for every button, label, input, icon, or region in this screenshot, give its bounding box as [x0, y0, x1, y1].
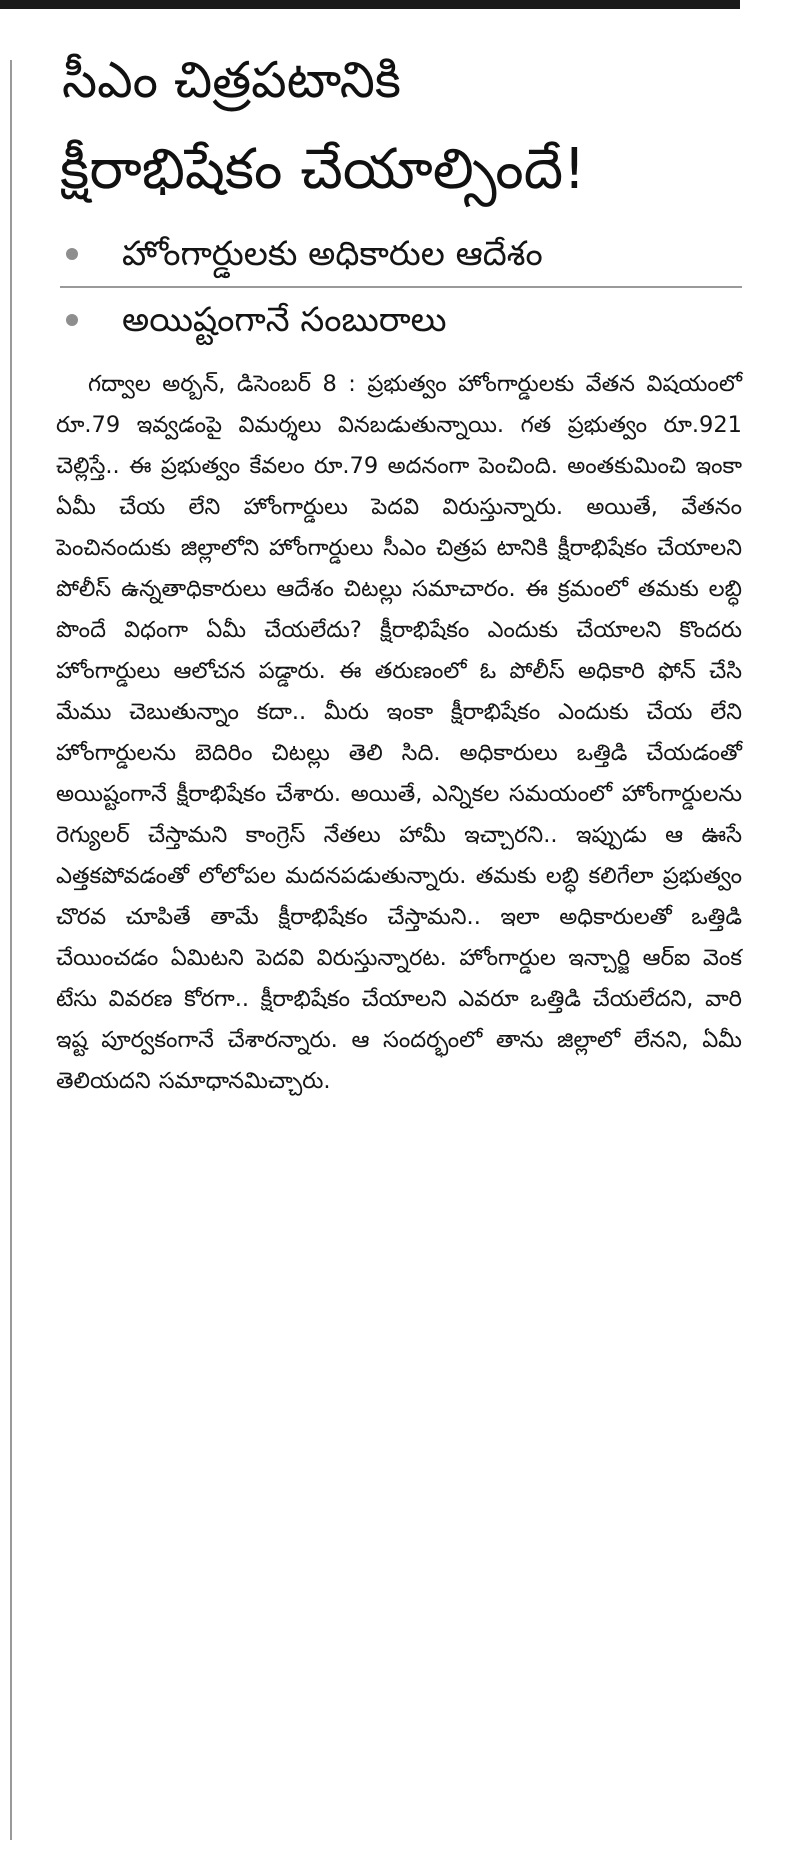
left-column-rule [10, 60, 12, 1840]
bullet-dot-icon [66, 314, 78, 326]
subheading-text: అయిష్టంగానే సంబురాలు [122, 300, 447, 340]
subheading-item [30, 222, 742, 286]
top-border-bar [0, 0, 740, 9]
subheadings [30, 222, 742, 352]
headline-line-1: సీఎం చిత్రపటానికి [62, 51, 401, 109]
news-article [30, 38, 742, 1125]
subheading-item [30, 288, 742, 352]
subheading-text: హోంగార్డులకు అధికారుల ఆదేశం [122, 234, 543, 274]
headline [30, 38, 742, 218]
bullet-dot-icon [66, 248, 78, 260]
headline-line-2: క్షీరాభిషేకం చేయాల్సిందే! [60, 137, 586, 202]
article-body: గద్వాల అర్బన్, డిసెంబర్ 8 : ప్రభుత్వం హోంగార్డులకు వేతన విషయంలో రూ.79 ఇవ్వడంపై విమర్శలు వినబడుతున్నాయి. గత ప్రభుత్వం రూ.921 చెల్లిస్తే.. ఈ ప్రభుత్వం కేవలం రూ.79 అదనంగా పెంచింది. అంతకుమించి ఇంకా ఏమీ చేయ లేని హోంగార్డులు పెదవి విరుస్తున్నారు. అయితే, వేతనం పెంచినందుకు జిల్లాలోని హోంగార్డులు సీఎం చిత్రప టానికి క్షీరాభిషేకం చేయాలని పోలీస్ ఉన్నతాధికారులు ఆదేశం చిటల్లు సమాచారం. ఈ క్రమంలో తమకు లబ్ధి పొందే విధంగా ఏమీ చేయలేదు? క్షీరాభిషేకం ఎందుకు చేయాలని కొందరు హోంగార్డులు ఆలోచన పడ్డారు. ఈ తరుణంలో ఓ పోలీస్ అధికారి ఫోన్ చేసి మేము చెబుతున్నాం కదా.. మీరు ఇంకా క్షీరాభిషేకం ఎందుకు చేయ లేని హోంగార్డులను బెదిరిం చిటల్లు తెలి సిది. అధికారులు ఒత్తిడి చేయడంతో అయిష్టంగానే క్షీరాభిషేకం చేశారు. అయితే, ఎన్నికల సమయంలో హోంగార్డులను రెగ్యులర్ చేస్తామని కాంగ్రెస్ నేతలు హామీ ఇచ్చారని.. ఇప్పుడు ఆ ఊసే ఎత్తకపోవడంతో లోలోపల మదనపడుతున్నారు. తమకు లబ్ధి కలిగేలా ప్రభుత్వం చొరవ చూపితే తామే క్షీరాభిషేకం చేస్తామని.. ఇలా అధికారులతో ఒత్తిడి చేయించడం ఏమిటని పెదవి విరుస్తున్నారట. హోంగార్డుల ఇన్చార్జి ఆర్ఐ వెంక టేసు వివరణ కోరగా.. క్షీరాభిషేకం చేయాలని ఎవరూ ఒత్తిడి చేయలేదని, వారి ఇష్ట పూర్వకంగానే చేశారన్నారు. ఆ సందర్భంలో తాను జిల్లాలో లేనని, ఏమీ తెలియదని సమాధానమిచ్చారు. [56, 371, 742, 1094]
